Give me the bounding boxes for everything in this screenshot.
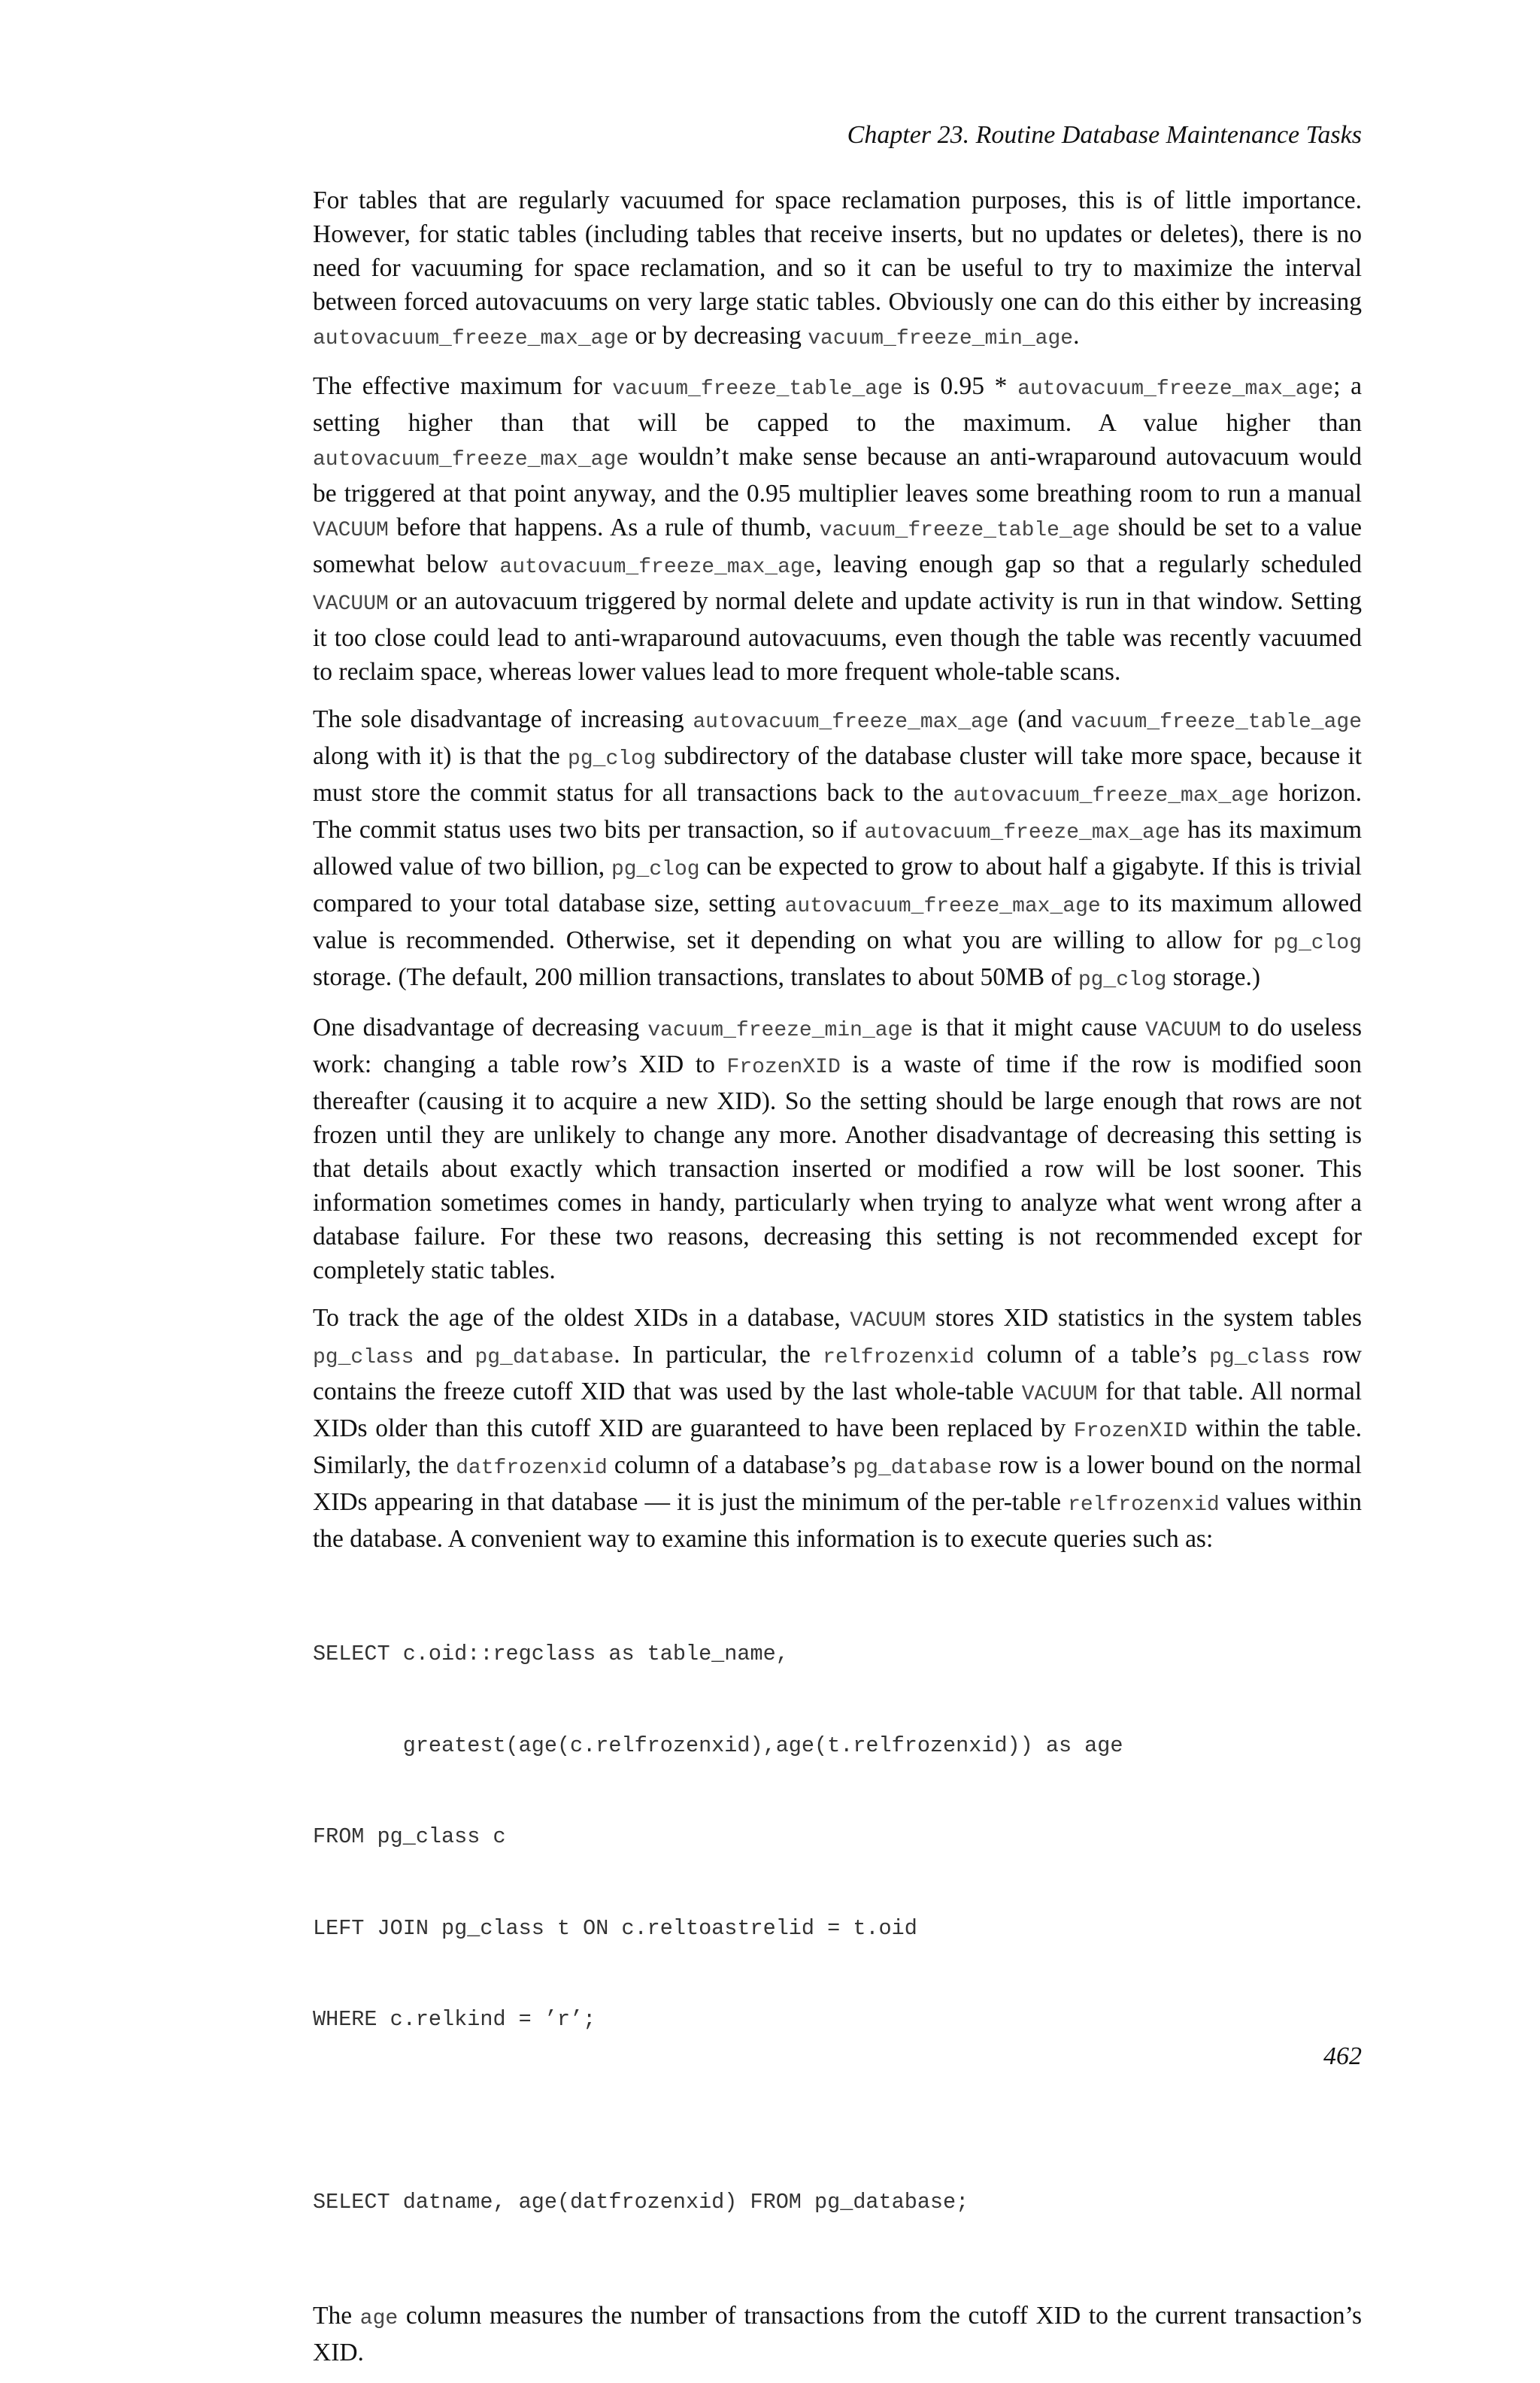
text-run: along with it) is that the [313, 742, 568, 770]
text-run: The [313, 2301, 360, 2330]
inline-code: pg_database [853, 1457, 993, 1480]
inline-code: vacuum_freeze_table_age [1071, 711, 1362, 734]
text-run: The sole disadvantage of increasing [313, 705, 693, 733]
inline-code: autovacuum_freeze_max_age [864, 821, 1181, 844]
text-run: can be expected to grow to about half a gigabyte. If this is trivial compared to your total database size, setting [313, 853, 1362, 917]
code-block [313, 1578, 1362, 2279]
text-run: has its maximum allowed value of two billion, [313, 816, 1363, 881]
code-line: LEFT JOIN pg_class t ON c.reltoastrelid = t.oid [313, 1915, 917, 1941]
inline-code: pg_clog [1273, 932, 1362, 955]
text-run: within the table. Similarly, the [313, 1414, 1362, 1479]
text-run: To track the age of the oldest XIDs in a database, [313, 1304, 850, 1332]
text-run: stores XID statistics in the system tables [926, 1304, 1362, 1332]
paragraph [313, 702, 1362, 997]
text-run: and [414, 1341, 475, 1369]
inline-code: FrozenXID [726, 1056, 841, 1079]
page-number: 462 [1323, 2042, 1362, 2070]
text-run: values within the database. A convenient way to examine this information is to execute queries such as: [313, 1488, 1362, 1553]
text-run: subdirectory of the database cluster will take more space, because it must store the commit status for all transactions back to the [313, 742, 1362, 807]
code-line: greatest(age(c.relfrozenxid),age(t.relfrozenxid)) as age [313, 1733, 1123, 1758]
text-run: One disadvantage of decreasing [313, 1014, 648, 1041]
inline-code: vacuum_freeze_min_age [647, 1019, 914, 1042]
code-line: SELECT c.oid::regclass as table_name, [313, 1642, 789, 1666]
text-run: to do useless work: changing a table row’s XID to [313, 1014, 1362, 1078]
inline-code: pg_class [313, 1346, 414, 1369]
inline-code: autovacuum_freeze_max_age [693, 711, 1009, 734]
text-run: , leaving enough gap so that a regularly scheduled [815, 550, 1362, 578]
inline-code: VACUUM [850, 1309, 926, 1332]
text-run: The effective maximum for [313, 372, 613, 400]
code-line: FROM pg_class c [313, 1824, 506, 1849]
inline-code: autovacuum_freeze_max_age [1017, 377, 1334, 401]
text-run: column of a table’s [974, 1341, 1210, 1369]
text-run: horizon. The commit status uses two bits per transaction, so if [313, 779, 1362, 844]
inline-code: autovacuum_freeze_max_age [784, 895, 1101, 918]
inline-code: FrozenXID [1073, 1420, 1188, 1443]
chapter-header: Chapter 23. Routine Database Maintenance Tasks [847, 121, 1362, 149]
inline-code: datfrozenxid [456, 1457, 608, 1480]
code-line: SELECT datname, age(datfrozenxid) FROM pg_database; [313, 2190, 969, 2215]
text-run: . [1073, 322, 1080, 350]
text-run: is that it might cause [913, 1014, 1146, 1041]
inline-code: pg_clog [611, 858, 700, 881]
closing-paragraph [313, 2299, 1362, 2369]
inline-code: autovacuum_freeze_max_age [313, 448, 629, 471]
inline-code: relfrozenxid [1068, 1493, 1220, 1517]
text-run: is 0.95 * [902, 372, 1018, 400]
inline-code: autovacuum_freeze_max_age [313, 327, 629, 350]
inline-code: pg_clog [568, 747, 656, 771]
inline-code: pg_database [474, 1346, 614, 1369]
paragraph [313, 1301, 1362, 1556]
text-run: storage. (The default, 200 million transactions, translates to about 50MB of [313, 963, 1078, 991]
text-run: to its maximum allowed value is recommended. Otherwise, set it depending on what you are willing to allow for [313, 890, 1362, 954]
paragraph [313, 369, 1362, 689]
text-run: should be set to a value somewhat below [313, 514, 1362, 578]
inline-code: pg_class [1209, 1346, 1311, 1369]
inline-code: vacuum_freeze_table_age [819, 519, 1111, 542]
text-run: column measures the number of transactions from the cutoff XID to the current transaction’s XID. [313, 2301, 1362, 2366]
text-run: row is a lower bound on the normal XIDs appearing in that database — it is just the minimum of the per-table [313, 1451, 1362, 1516]
text-run: before that happens. As a rule of thumb, [388, 514, 820, 541]
text-run: (and [1008, 705, 1072, 733]
inline-code: vacuum_freeze_min_age [808, 327, 1074, 350]
text-run: wouldn’t make sense because an anti-wraparound autovacuum would be triggered at that point anyway, and the 0.95 multiplier leaves some breathing room to run a manual [313, 443, 1362, 508]
inline-code: pg_clog [1078, 969, 1167, 992]
text-run: for that table. All normal XIDs older than this cutoff XID are guaranteed to have been replaced by [313, 1378, 1362, 1442]
inline-code: age [359, 2306, 399, 2330]
code-line: WHERE c.relkind = ’r’; [313, 2007, 596, 2032]
text-run: . In particular, the [614, 1341, 823, 1369]
inline-code: VACUUM [313, 519, 389, 542]
text-run: For tables that are regularly vacuumed for space reclamation purposes, this is of little importance. However, for static tables (including tables that receive inserts, but no updates or deletes), there is no need for vacuuming for space reclamation, and so it can be useful to try to maximize the interval between forced autovacuums on very large static tables. Obviously one can do this either by increasing [313, 186, 1362, 316]
inline-code: VACUUM [1145, 1019, 1221, 1042]
text-run: row contains the freeze cutoff XID that was used by the last whole-table [313, 1341, 1362, 1405]
page-body [313, 183, 1362, 2383]
text-run: or by decreasing [629, 322, 808, 350]
inline-code: autovacuum_freeze_max_age [953, 784, 1269, 808]
code-line [313, 2096, 1362, 2127]
inline-code: relfrozenxid [823, 1346, 975, 1369]
text-run: column of a database’s [607, 1451, 853, 1479]
paragraph [313, 1011, 1362, 1287]
inline-code: vacuum_freeze_table_age [612, 377, 903, 401]
inline-code: VACUUM [313, 593, 389, 616]
paragraph [313, 183, 1362, 356]
text-run: or an autovacuum triggered by normal delete and update activity is run in that window. Setting it too close could lead to anti-wraparound autovacuums, even though the table was recently vacuumed to reclaim space, whereas lower values lead to more frequent whole-table scans. [313, 587, 1362, 686]
text-run: storage.) [1166, 963, 1261, 991]
inline-code: VACUUM [1021, 1383, 1098, 1406]
text-run: ; a setting higher than that will be capped to the maximum. A value higher than [313, 372, 1362, 437]
inline-code: autovacuum_freeze_max_age [499, 556, 816, 579]
text-run: is a waste of time if the row is modified soon thereafter (causing it to acquire a new XID). So the setting should be large enough that rows are not frozen until they are unlikely to change any more. Another disadvantage of decreasing this setting is that details about exactly which transaction inserted or modified a row will be lost sooner. This information sometimes comes in handy, particularly when trying to analyze what went wrong after a database failure. For these two reasons, decreasing this setting is not recommended except for completely static tables. [313, 1051, 1362, 1284]
